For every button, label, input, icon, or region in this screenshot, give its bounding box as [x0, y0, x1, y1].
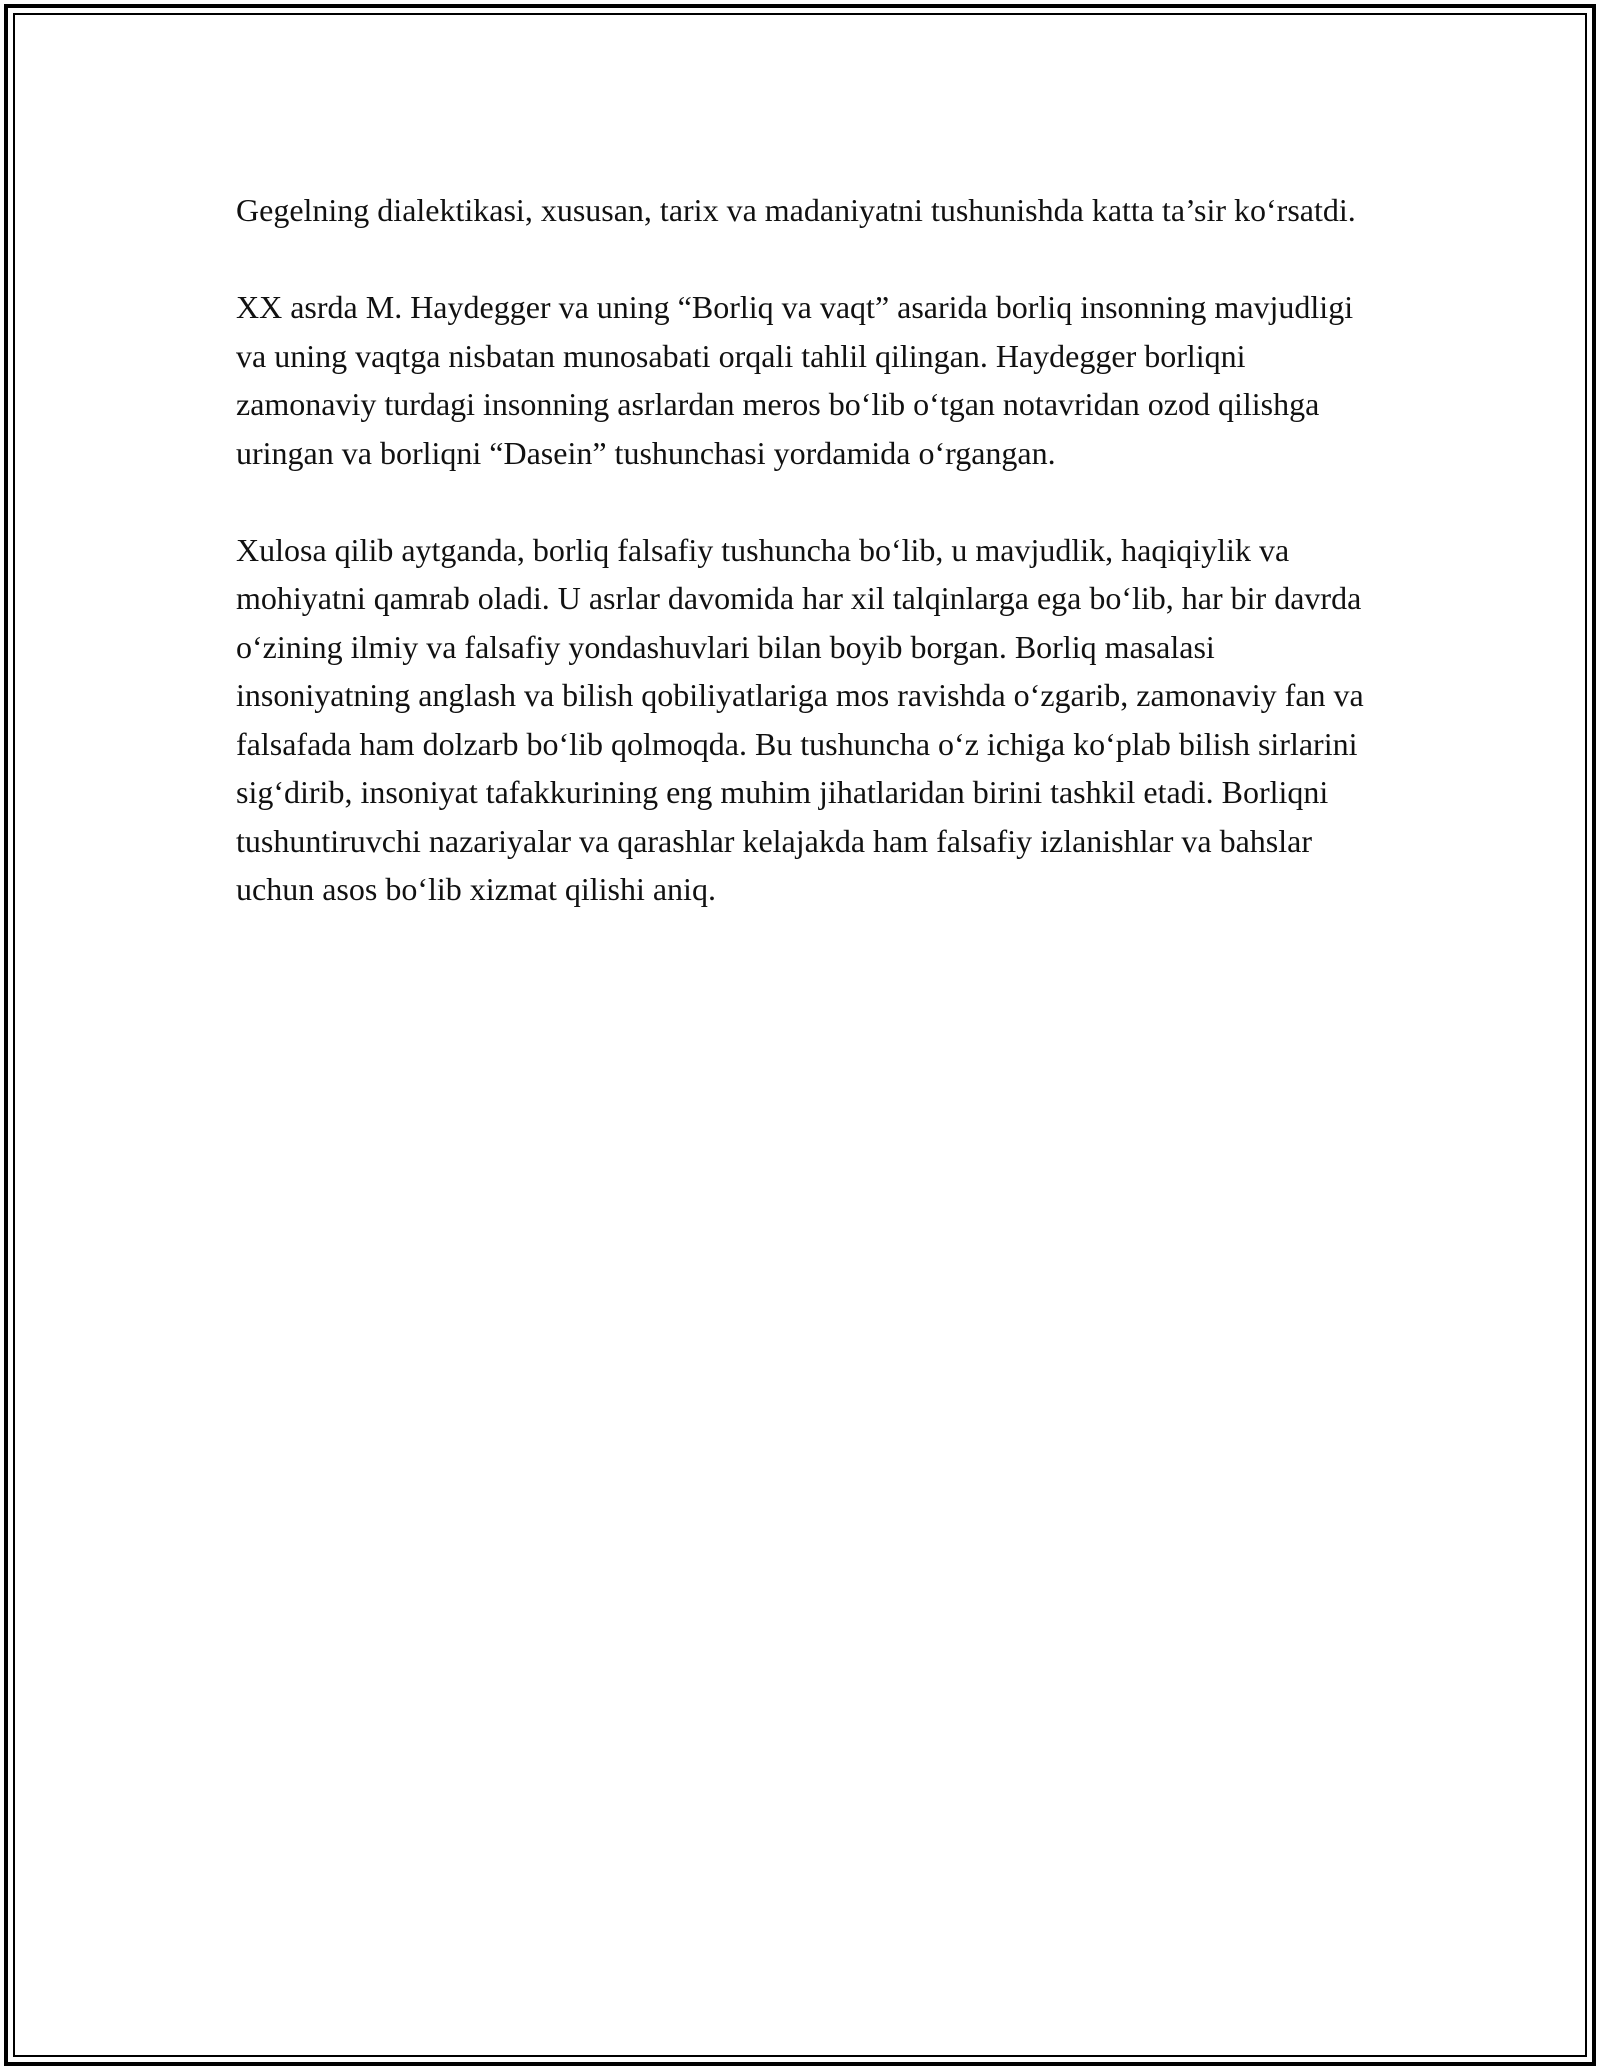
document-body — [236, 186, 1376, 962]
paragraph-hegel-dialectics: Gegelning dialektikasi, xususan, tarix va madaniyatni tushunishda katta ta’sir ko‘rsatdi. — [236, 192, 1356, 228]
paragraph-heidegger: XX asrda M. Haydegger va uning “Borliq va vaqt” asarida borliq insonning mavjudligi va uning vaqtga nisbatan munosabati orqali tahlil qilingan. Haydegger borliqni zamonaviy turdagi insonning asrlardan meros bo‘lib o‘tgan notavridan ozod qilishga uringan va borliqni “Dasein” tushunchasi yordamida o‘rgangan. — [236, 289, 1354, 471]
paragraph-conclusion: Xulosa qilib aytganda, borliq falsafiy tushuncha bo‘lib, u mavjudlik, haqiqiylik va mohiyatni qamrab oladi. U asrlar davomida har xil talqinlarga ega bo‘lib, har bir davrda o‘zining ilmiy va falsafiy yondashuvlari bilan boyib borgan. Borliq masalasi insoniyatning anglash va bilish qobiliyatlariga mos ravishda o‘zgarib, zamonaviy fan va falsafada ham dolzarb bo‘lib qolmoqda. Bu tushuncha o‘z ichiga ko‘plab bilish sirlarini sig‘dirib, insoniyat tafakkurining eng muhim jihatlaridan birini tashkil etadi. Borliqni tushuntiruvchi nazariyalar va qarashlar kelajakda ham falsafiy izlanishlar va bahslar uchun asos bo‘lib xizmat qilishi aniq. — [236, 531, 1364, 907]
